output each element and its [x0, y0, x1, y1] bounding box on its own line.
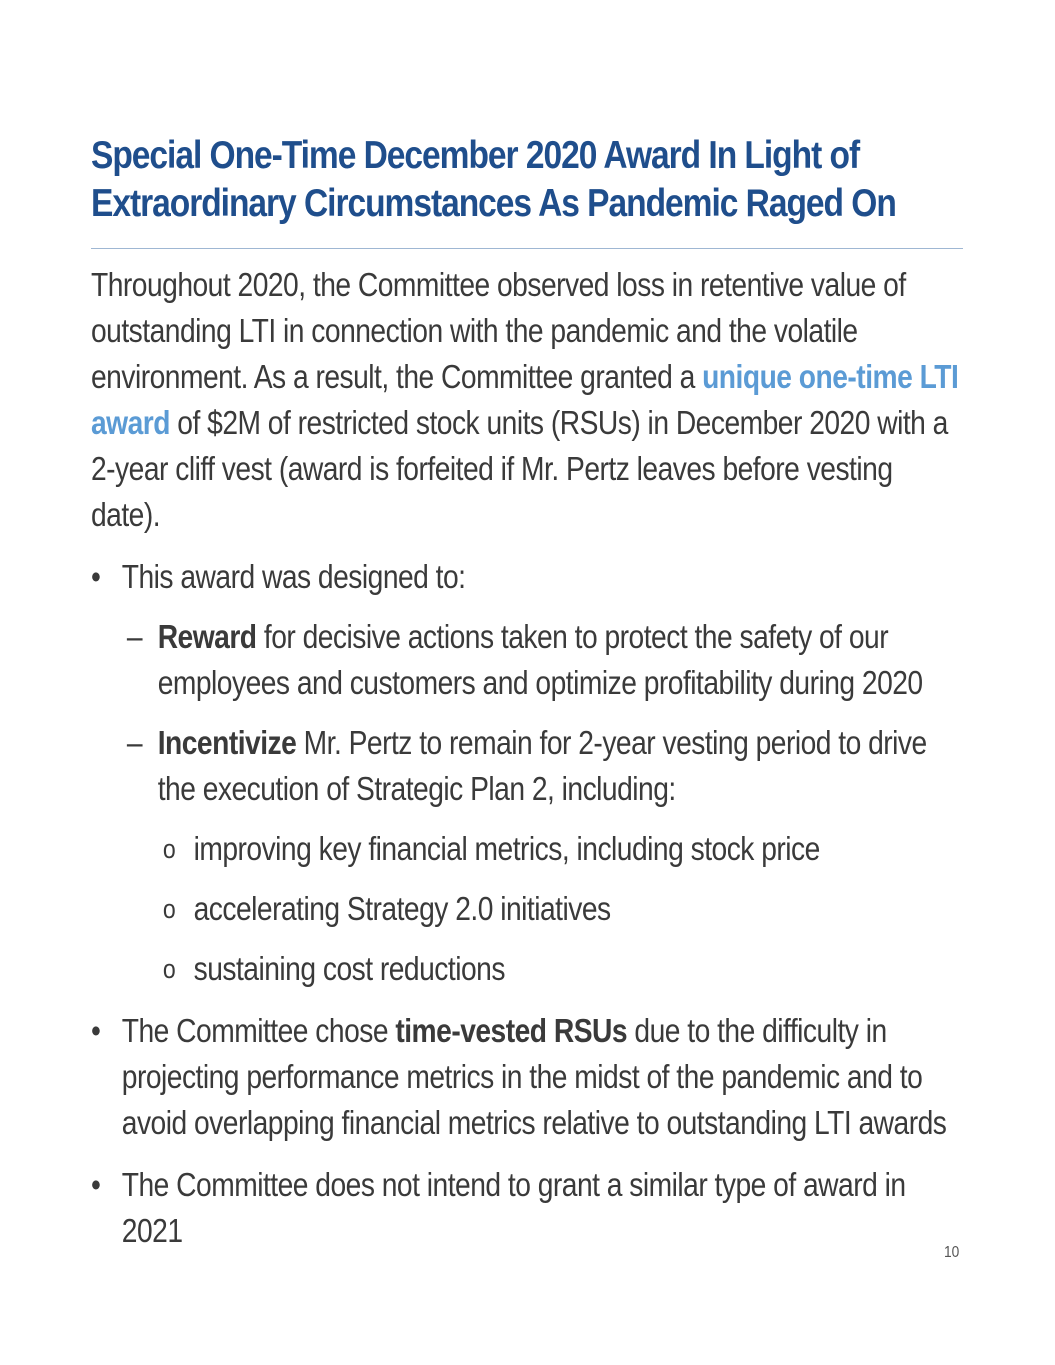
slide-title: [91, 132, 896, 228]
bullet-intend: [91, 1162, 963, 1254]
chose-text-end: due to the difficulty in projecting performance metrics in the midst of the pandemic and to avoid overlapping financial metrics relative to outstanding LTI awards: [121, 1012, 947, 1141]
sub-item-text: sustaining cost reductions: [193, 950, 505, 987]
reward-text: for decisive actions taken to protect the safety of our employees and customers and optimize profitability during 2020: [157, 618, 923, 701]
bullet-marker: •: [91, 1166, 101, 1203]
bullet-marker: •: [91, 558, 101, 595]
slide-body: [91, 262, 963, 1254]
circle-marker: o: [162, 954, 176, 984]
intro-highlight: unique one-time LTI award: [91, 358, 959, 441]
intro-text-end: of $2M of restricted stock units (RSUs) in December 2020 with a 2-year cliff vest (award is forfeited if Mr. Pertz leaves before vesting date).: [91, 404, 948, 533]
dash-marker: –: [126, 618, 143, 655]
dash-marker: –: [126, 724, 143, 761]
slide-title-line-1: Special One-Time December 2020 Award In Light of: [91, 134, 860, 177]
bullet-designed-text: This award was designed to:: [121, 558, 466, 595]
slide-title-line-2: Extraordinary Circumstances As Pandemic Raged On: [91, 182, 896, 225]
bullet-marker: •: [91, 1012, 101, 1049]
page-number: 10: [944, 1244, 960, 1261]
sub-sub-bullet-metrics: [91, 826, 963, 872]
bullet-chose: [91, 1008, 963, 1146]
circle-marker: o: [162, 894, 176, 924]
circle-marker: o: [162, 834, 176, 864]
bullet-intend-text: The Committee does not intend to grant a similar type of award in 2021: [121, 1166, 906, 1249]
sub-sub-bullet-costs: [91, 946, 963, 992]
sub-item-text: accelerating Strategy 2.0 initiatives: [193, 890, 611, 927]
sub-bullet-incentivize: [91, 720, 963, 812]
title-divider: [91, 248, 963, 249]
intro-paragraph: [91, 262, 963, 538]
chose-bold: time-vested RSUs: [395, 1012, 628, 1049]
intro-text-start: Throughout 2020, the Committee observed loss in retentive value of outstanding LTI in connection with the pandemic and the volatile environment. As a result, the Committee granted a: [91, 266, 906, 395]
sub-sub-bullet-strategy: [91, 886, 963, 932]
incentivize-bold: Incentivize: [157, 724, 297, 761]
reward-bold: Reward: [157, 618, 257, 655]
bullet-designed: [91, 554, 963, 600]
chose-text-start: The Committee chose: [121, 1012, 396, 1049]
sub-item-text: improving key financial metrics, including stock price: [193, 830, 820, 867]
sub-bullet-reward: [91, 614, 963, 706]
incentivize-text: Mr. Pertz to remain for 2-year vesting period to drive the execution of Strategic Plan 2, including:: [157, 724, 927, 807]
